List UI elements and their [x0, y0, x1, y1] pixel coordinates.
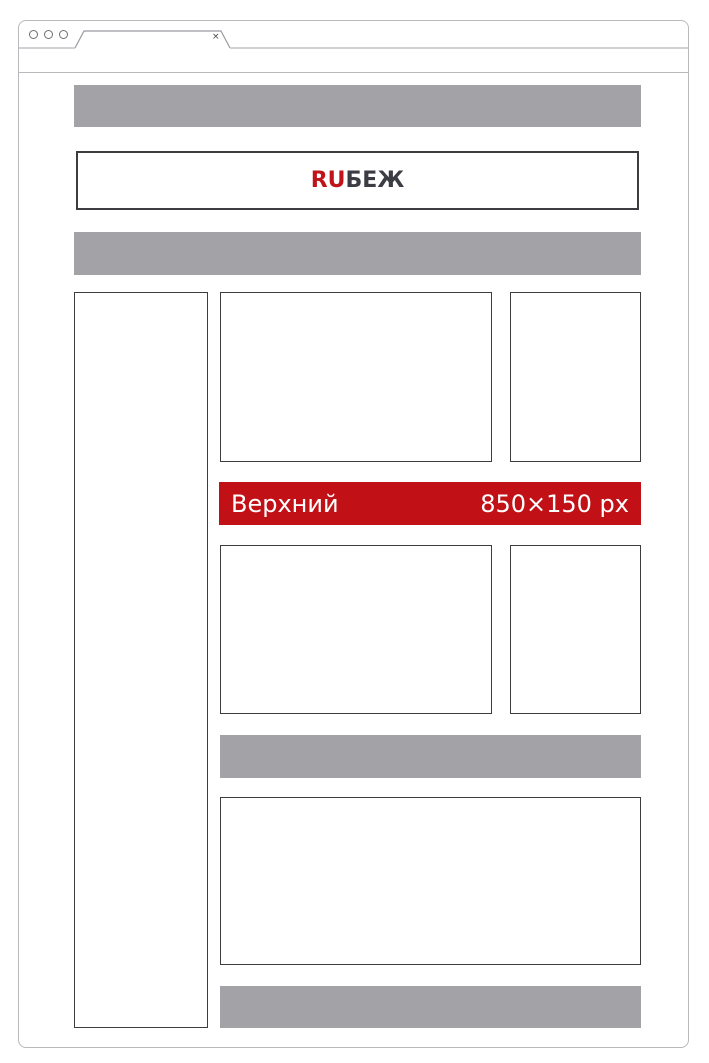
toolbar-divider: [18, 72, 689, 73]
content-block-main-1: [220, 292, 492, 462]
content-block-main-2: [220, 545, 492, 714]
content-block-wide: [220, 797, 641, 965]
logo-part-dark: БЕЖ: [345, 168, 405, 193]
content-block-side-1: [510, 292, 641, 462]
middle-placeholder-bar: [220, 735, 641, 778]
site-logo[interactable]: [311, 168, 405, 193]
browser-tab[interactable]: [0, 0, 709, 80]
banner-label: Верхний: [231, 489, 339, 518]
content-block-side-2: [510, 545, 641, 714]
tab-close-icon[interactable]: ×: [212, 32, 220, 42]
top-banner-ad[interactable]: [219, 482, 641, 525]
nav-placeholder-bar: [74, 232, 641, 275]
site-header: [76, 151, 639, 210]
bottom-placeholder-bar: [220, 986, 641, 1028]
left-sidebar: [74, 292, 208, 1028]
top-placeholder-bar: [74, 85, 641, 127]
banner-size: 850×150 px: [480, 489, 629, 518]
logo-part-red: RU: [310, 168, 346, 193]
